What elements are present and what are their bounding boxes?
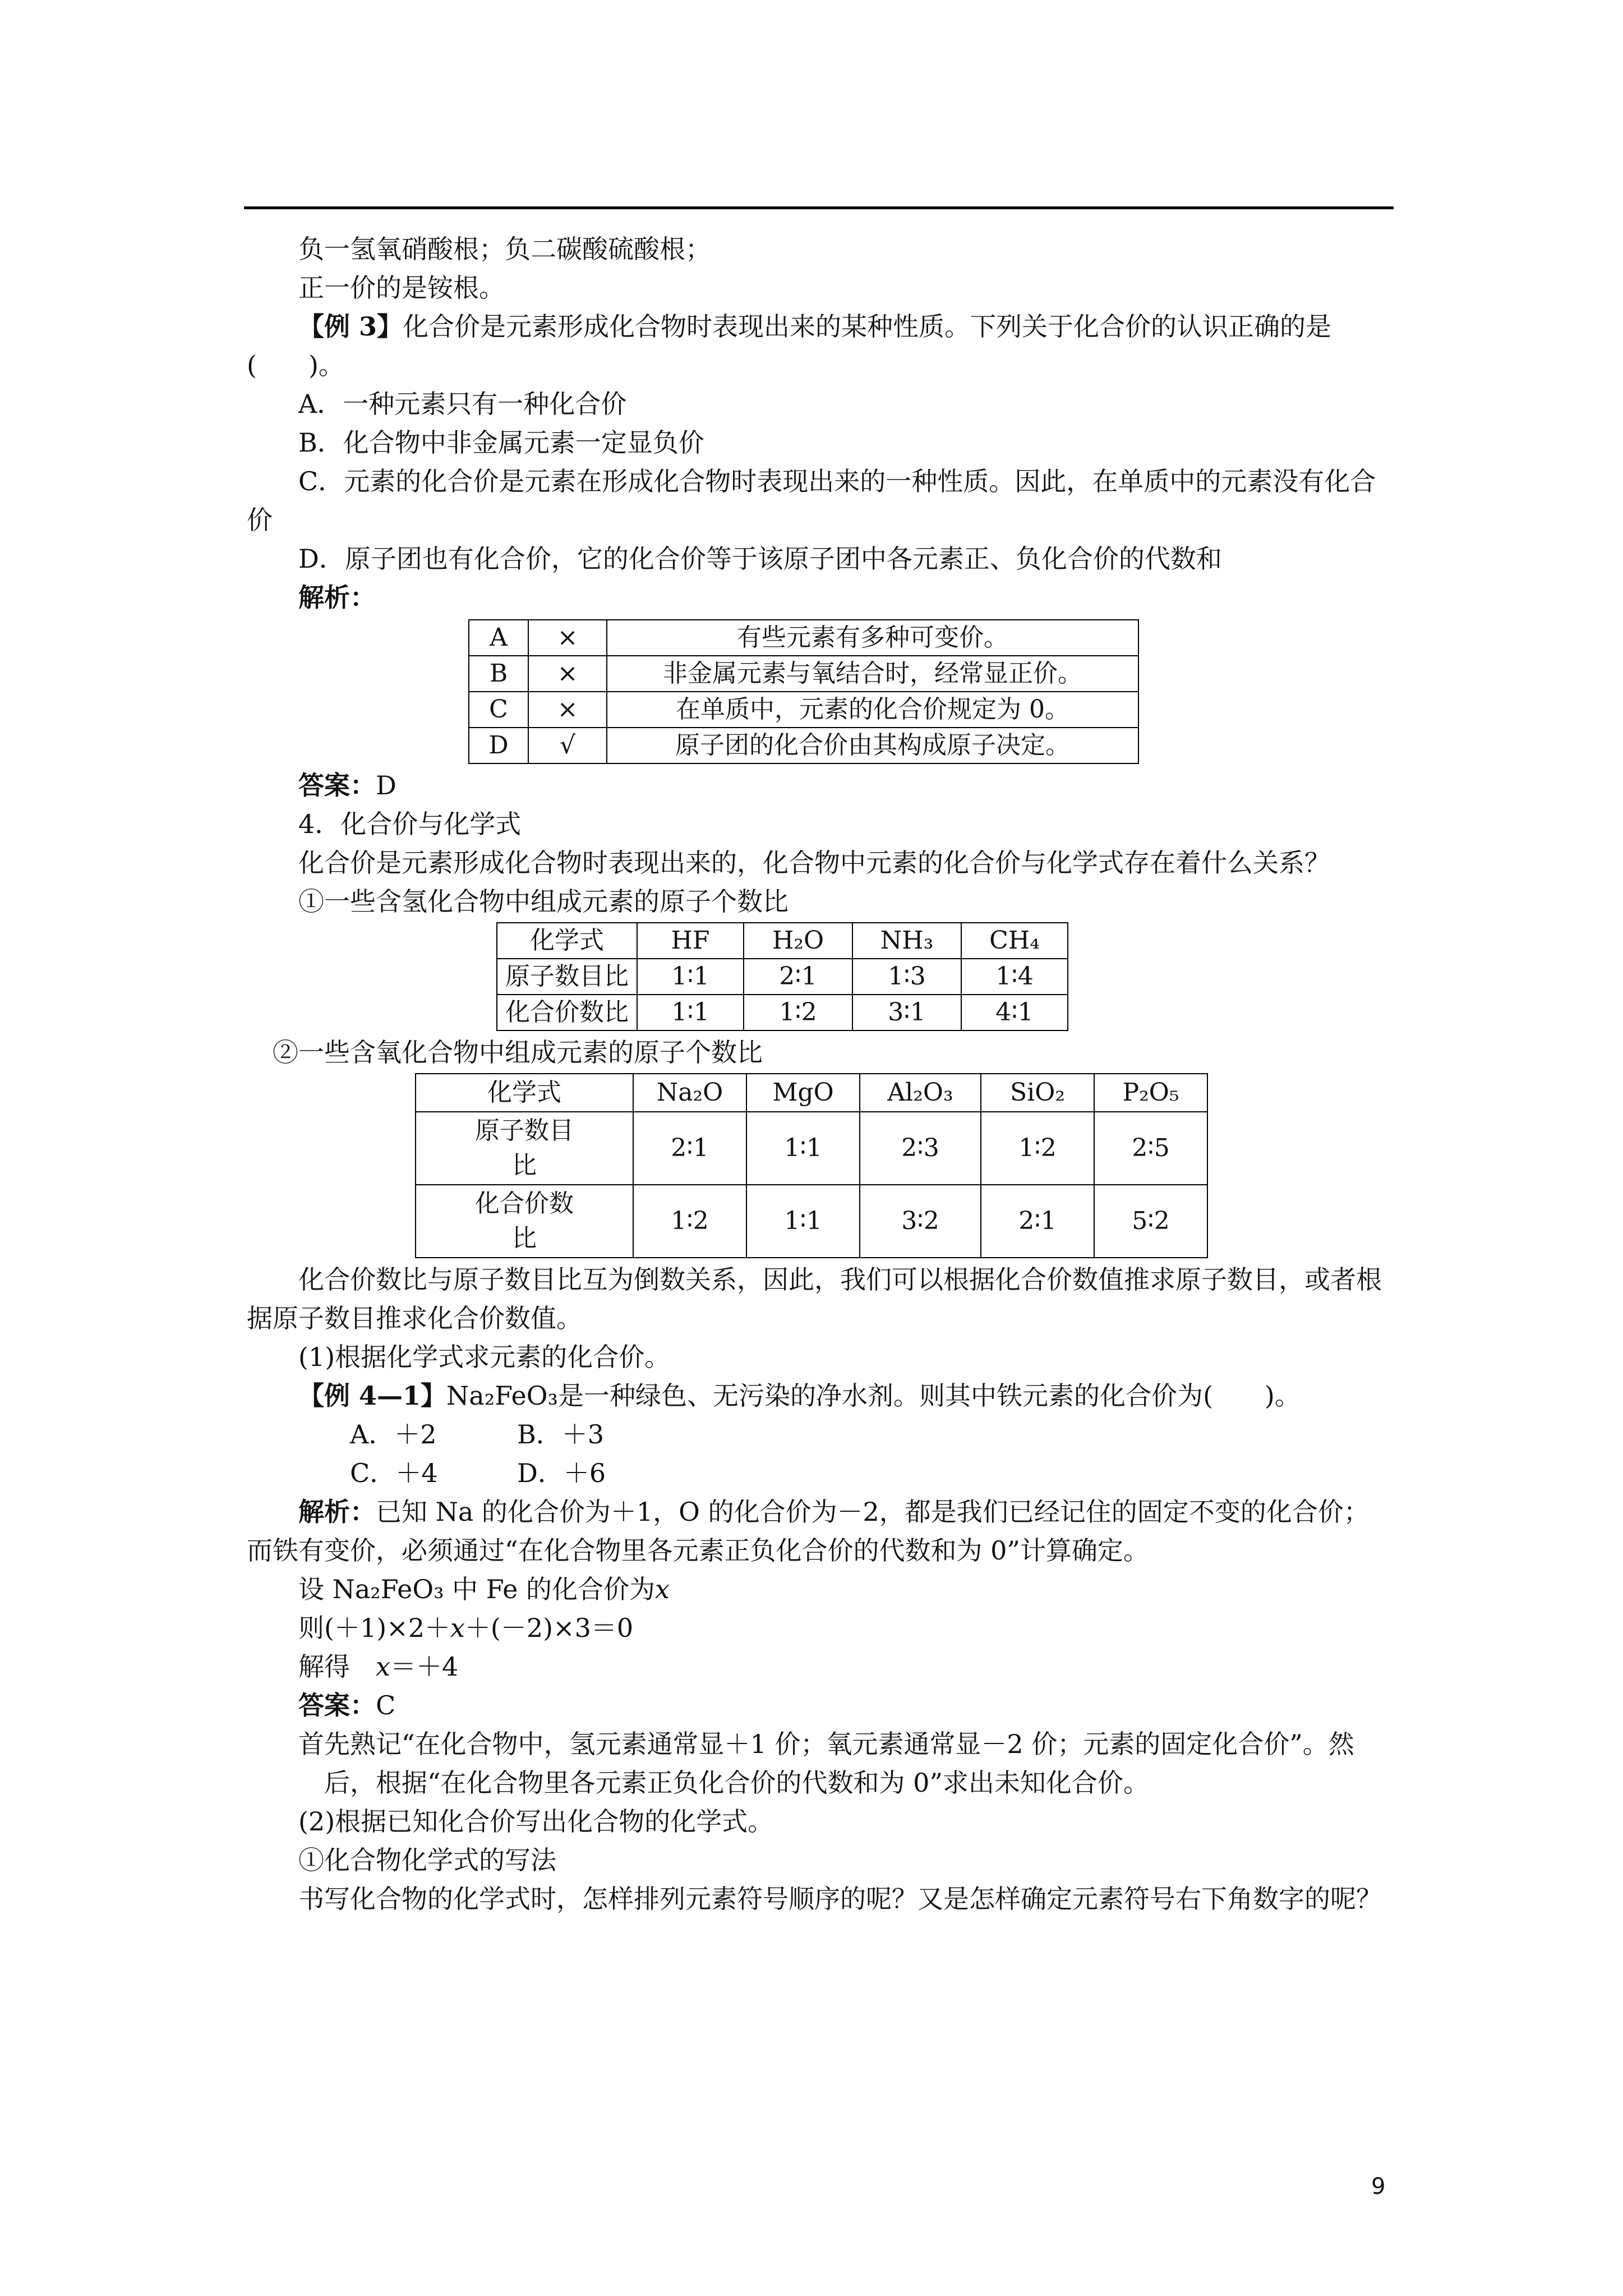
table-row	[469, 656, 1138, 692]
options-row	[247, 1454, 1391, 1493]
table-row	[469, 620, 1138, 656]
table-row	[469, 692, 1138, 728]
example-tag: 【例 3】	[298, 311, 403, 342]
example-3	[247, 307, 1391, 385]
table-cell: ×	[528, 656, 607, 692]
equation-line	[247, 1648, 1391, 1686]
table-cell: 有些元素有多种可变价。	[607, 620, 1138, 656]
subsection-heading: (1)根据化学式求元素的化合价。	[298, 1342, 671, 1372]
table-caption: ①一些含氢化合物中组成元素的原子个数比	[298, 886, 789, 917]
analysis-paragraph	[247, 1493, 1391, 1570]
analysis-label: 解析：	[298, 582, 376, 613]
page-number: 9	[1371, 2174, 1386, 2200]
equation-text: 解得	[298, 1651, 376, 1682]
table-cell: Na₂O	[633, 1074, 746, 1112]
table-cell: 1∶4	[961, 959, 1068, 995]
example-text: 是一种绿色、无污染的净水剂。则其中铁元素的化合价为( )。	[557, 1381, 1301, 1411]
answer-label: 答案：	[298, 770, 376, 800]
answer-label: 答案：	[298, 1690, 376, 1720]
table-row	[416, 1112, 1207, 1185]
table-cell: 化合价数比	[416, 1185, 633, 1258]
option-a: A．＋2	[350, 1419, 437, 1450]
analysis-table	[468, 619, 1139, 764]
option-b: B．化合物中非金属元素一定显负价	[298, 427, 704, 458]
table-cell: 化合价数比	[497, 995, 637, 1030]
table-cell: NH₃	[852, 923, 961, 959]
table-cell: D	[469, 728, 528, 763]
table-cell: 3∶1	[852, 995, 961, 1030]
table-cell: 在单质中，元素的化合价规定为 0。	[607, 692, 1138, 728]
paragraph: 化合价是元素形成化合物时表现出来的，化合物中元素的化合价与化学式存在着什么关系？	[298, 848, 1330, 878]
table-cell: 2∶1	[744, 959, 852, 995]
table-row	[416, 1074, 1207, 1112]
page-content	[247, 230, 1391, 1918]
table-cell: 非金属元素与氧结合时，经常显正价。	[607, 656, 1138, 692]
table-cell: MgO	[746, 1074, 860, 1112]
options-row	[247, 1415, 1391, 1454]
table-cell: 1∶1	[746, 1185, 860, 1258]
equation-text: ＋(－2)×3＝0	[464, 1613, 634, 1643]
option-c: C．元素的化合价是元素在形成化合物时表现出来的一种性质。因此，在单质中的元素没有化合价	[247, 466, 1376, 535]
table-cell: Al₂O₃	[860, 1074, 981, 1112]
answer-value: C	[376, 1690, 396, 1720]
equation-line	[247, 1570, 1391, 1609]
analysis-text: 已知 Na 的化合价为＋1，O 的化合价为－2，都是我们已经记住的固定不变的化合价；而铁有变价，必须通过“在化合物里各元素正负化合价的代数和为 0”计算确定。	[247, 1497, 1370, 1566]
table-cell: 3∶2	[860, 1185, 981, 1258]
table-cell: 2∶1	[981, 1185, 1094, 1258]
table-cell: SiO₂	[981, 1074, 1094, 1112]
table-cell: 1∶3	[852, 959, 961, 995]
option-a: A．一种元素只有一种化合价	[298, 389, 627, 419]
table-row	[497, 995, 1068, 1030]
table-cell: 化学式	[416, 1074, 633, 1112]
table-cell: 2∶1	[633, 1112, 746, 1185]
memo-paragraph: 首先熟记“在化合物中，氢元素通常显＋1 价；氧元素通常显－2 价；元素的固定化合价”。然后，根据“在化合物里各元素正负化合价的代数和为 0”求出未知化合价。	[298, 1729, 1354, 1798]
table-row	[497, 923, 1068, 959]
table-cell: C	[469, 692, 528, 728]
variable-x: x	[450, 1613, 465, 1643]
table-cell: HF	[637, 923, 744, 959]
table-cell: 4∶1	[961, 995, 1068, 1030]
answer-value: D	[376, 770, 396, 800]
equation-text: ＝＋4	[390, 1651, 459, 1682]
text-line: 负一氢氧硝酸根；负二碳酸硫酸根；	[298, 234, 711, 264]
variable-x: x	[376, 1651, 390, 1682]
equation-text: 则(＋1)×2＋	[298, 1613, 450, 1643]
table-cell: √	[528, 728, 607, 763]
table-row	[469, 728, 1138, 763]
equation-line	[247, 1609, 1391, 1648]
example-tag: 【例 4—1】	[298, 1381, 447, 1411]
header-rule	[244, 206, 1394, 209]
table-cell: 原子团的化合价由其构成原子决定。	[607, 728, 1138, 763]
text-line: 正一价的是铵根。	[298, 273, 505, 303]
table-cell: 2∶3	[860, 1112, 981, 1185]
option-b: B．＋3	[517, 1419, 605, 1450]
hydrogen-compounds-table	[496, 922, 1068, 1031]
option-d: D．原子团也有化合价，它的化合价等于该原子团中各元素正、负化合价的代数和	[298, 544, 1222, 574]
table-cell: 原子数目比	[416, 1112, 633, 1185]
table-cell: 1∶2	[633, 1185, 746, 1258]
table-cell: 5∶2	[1094, 1185, 1207, 1258]
section-heading: 4．化合价与化学式	[298, 809, 522, 839]
table-cell: 化学式	[497, 923, 637, 959]
option-d: D．＋6	[517, 1458, 606, 1488]
paragraph: 书写化合物的化学式时，怎样排列元素符号顺序的呢？又是怎样确定元素符号右下角数字的呢？	[298, 1884, 1382, 1914]
variable-x: x	[655, 1574, 670, 1604]
table-cell: ×	[528, 692, 607, 728]
table-cell: CH₄	[961, 923, 1068, 959]
oxygen-compounds-table	[415, 1073, 1208, 1258]
table-cell: A	[469, 620, 528, 656]
table-cell: 2∶5	[1094, 1112, 1207, 1185]
table-cell: P₂O₅	[1094, 1074, 1207, 1112]
equation-text: 设 Na₂FeO₃ 中 Fe 的化合价为	[298, 1574, 656, 1604]
table-row	[497, 959, 1068, 995]
example-4-1	[247, 1377, 1391, 1415]
answer-line	[247, 766, 1391, 805]
table-cell: 1∶2	[981, 1112, 1094, 1185]
option-c: C．＋4	[350, 1458, 438, 1488]
table-cell: 1∶1	[637, 959, 744, 995]
answer-line	[247, 1686, 1391, 1725]
analysis-label: 解析：	[298, 1497, 376, 1527]
table-row	[416, 1185, 1207, 1258]
table-cell: H₂O	[744, 923, 852, 959]
formula: Na₂FeO₃	[446, 1381, 558, 1411]
table-cell: 1∶1	[637, 995, 744, 1030]
table-cell: B	[469, 656, 528, 692]
table-cell: 原子数目比	[497, 959, 637, 995]
table-caption: ②一些含氧化合物中组成元素的原子个数比	[273, 1037, 763, 1068]
paragraph: 化合价数比与原子数目比互为倒数关系，因此，我们可以根据化合价数值推求原子数目，或者根据原子数目推求化合价数值。	[247, 1264, 1382, 1333]
table-cell: 1∶2	[744, 995, 852, 1030]
table-cell: 1∶1	[746, 1112, 860, 1185]
subsection-heading: ①化合物化学式的写法	[298, 1845, 556, 1875]
table-cell: ×	[528, 620, 607, 656]
subsection-heading: (2)根据已知化合价写出化合物的化学式。	[298, 1806, 774, 1837]
example-text: 化合价是元素形成化合物时表现出来的某种性质。下列关于化合价的认识正确的是( )。	[247, 311, 1332, 380]
